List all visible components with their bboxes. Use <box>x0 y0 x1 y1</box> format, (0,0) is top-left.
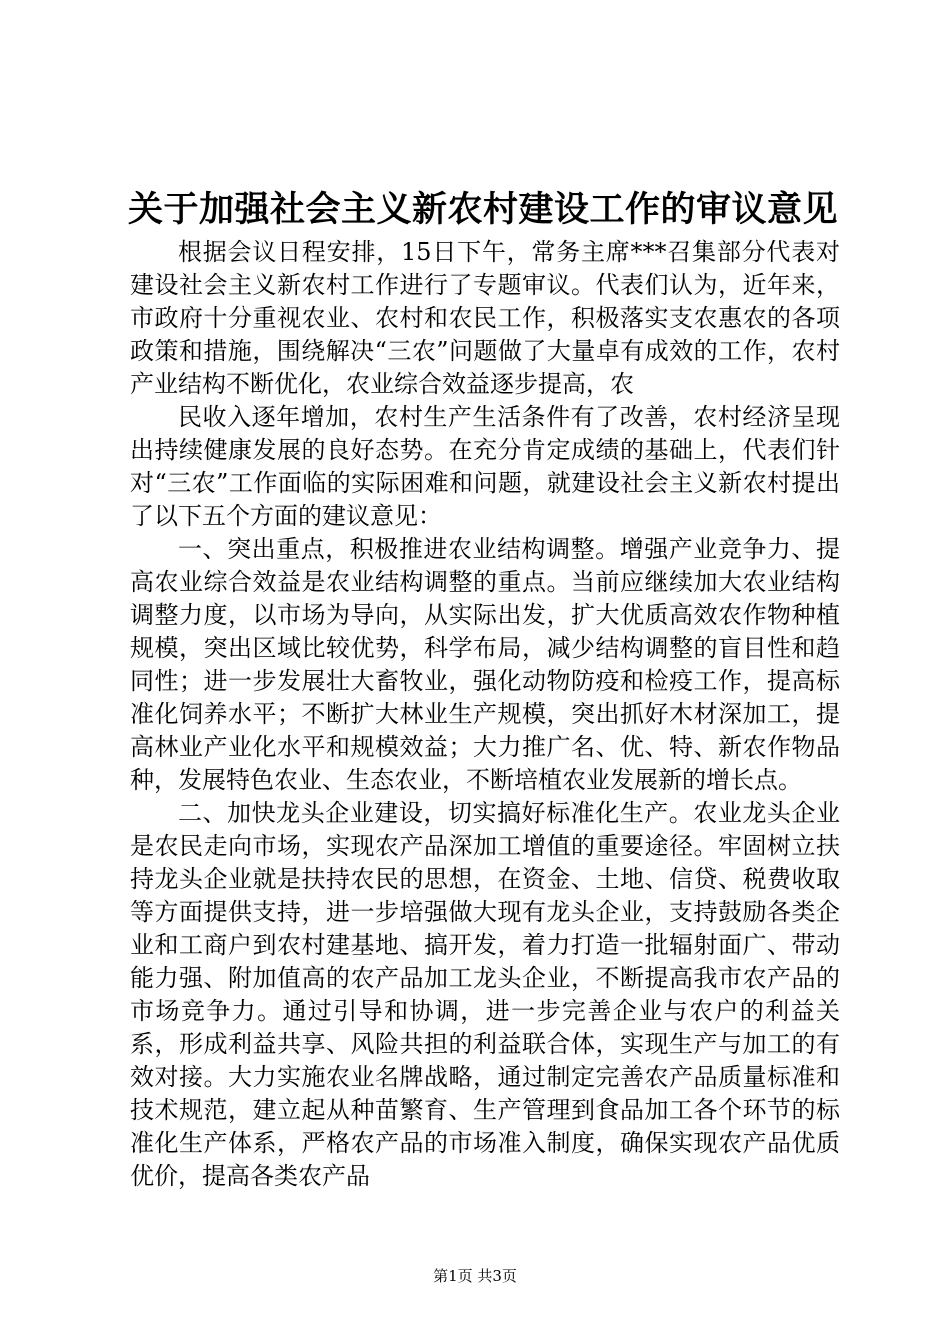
paragraph-point-two: 二、加快龙头企业建设，切实搞好标准化生产。农业龙头企业是农民走向市场，实现农产品深加工增值的重要途径。牢固树立扶持龙头企业就是扶持农民的思想，在资金、土地、信贷、税费收取等方面提供支持，进一步培强做大现有龙头企业，支持鼓励各类企业和工商户到农村建基地、搞开发，着力打造一批辐射面广、带动能力强、附加值高的农产品加工龙头企业，不断提高我市农产品的市场竞争力。通过引导和协调，进一步完善企业与农户的利益关系，形成利益共享、风险共担的利益联合体，实现生产与加工的有效对接。大力实施农业名牌战略，通过制定完善农产品质量标准和技术规范，建立起从种苗繁育、生产管理到食品加工各个环节的标准化生产体系，严格农产品的市场准入制度，确保实现农产品优质优价，提高各类农产品 <box>130 799 840 1190</box>
paragraph-continuation: 民收入逐年增加，农村生产生活条件有了改善，农村经济呈现出持续健康发展的良好态势。在充分肯定成绩的基础上，代表们针对“三农”工作面临的实际困难和问题，就建设社会主义新农村提出了以下五个方面的建议意见： <box>130 403 840 530</box>
page-footer: 第1页 共3页 <box>433 1267 517 1285</box>
paragraph-point-one: 一、突出重点，积极推进农业结构调整。增强产业竞争力、提高农业综合效益是农业结构调整的重点。当前应继续加大农业结构调整力度，以市场为导向，从实际出发，扩大优质高效农作物种植规模，突出区域比较优势，科学布局，减少结构调整的盲目性和趋同性；进一步发展壮大畜牧业，强化动物防疫和检疫工作，提高标准化饲养水平；不断扩大林业生产规模，突出抓好木材深加工，提高林业产业化水平和规模效益；大力推广名、优、特、新农作物品种，发展特色农业、生态农业，不断培植农业发展新的增长点。 <box>130 535 840 794</box>
document-title: 关于加强社会主义新农村建设工作的审议意见 <box>128 189 839 230</box>
document-body <box>130 236 840 1193</box>
paragraph-intro: 根据会议日程安排，15日下午，常务主席***召集部分代表对建设社会主义新农村工作进行了专题审议。代表们认为，近年来，市政府十分重视农业、农村和农民工作，积极落实支农惠农的各项政策和措施，围绕解决“三农”问题做了大量卓有成效的工作，农村产业结构不断优化，农业综合效益逐步提高，农 <box>130 238 840 398</box>
